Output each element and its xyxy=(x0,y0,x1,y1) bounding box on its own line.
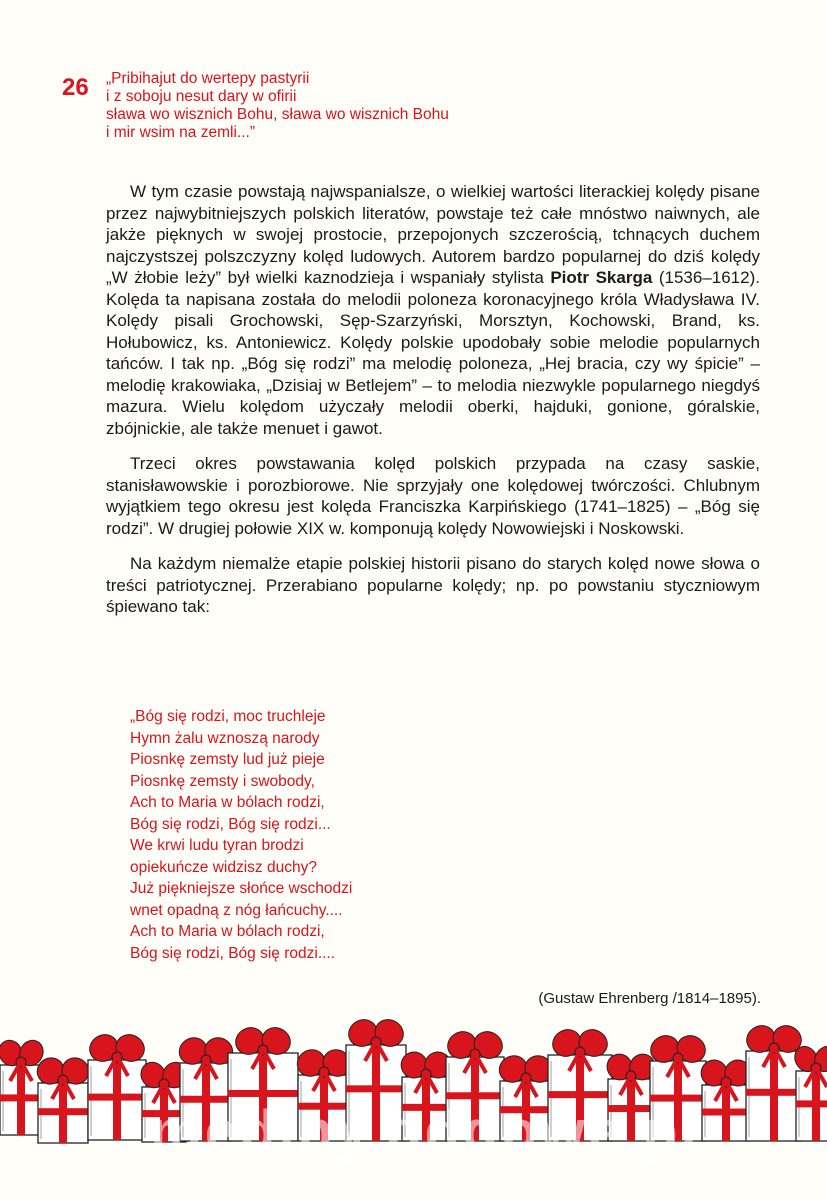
quote-verse-line: We krwi ludu tyran brodzi xyxy=(130,837,304,854)
quote-verse-line: Już piękniejsze słońce wschodzi xyxy=(130,880,353,897)
paragraph-2: Trzeci okres powstawania kolęd polskich przypada na czasy saskie, stanisławowskie i porozbiorowe. Nie sprzyjały one kolędowej twórczości. Chlubnym wyjątkiem tego okresu jest kolęda Franciszka Karpińskiego (1741–1825) – „Bóg się rodzi”. W drugiej połowie XIX w. komponują kolędy Nowowiejski i Noskowski. xyxy=(106,454,760,538)
quote-verse-line: Ach to Maria w bólach rodzi, xyxy=(130,923,325,940)
gift-ribbon-horizontal xyxy=(228,1090,298,1097)
paragraph-1-text-a: W tym czasie powstają najwspanialsze, o wielkiej wartości literackiej kolędy pisane przez najwybitniejszych polskich literatów, powstaje też całe mnóstwo naiwnych, ale jakże pięknych w swojej prostocie, przepojonych szczerością, tchnących duchem najczystszej polszczyzny kolęd ludowych. Autorem bardzo popularnej do dziś kolędy „W żłobie leży” był wielki kaznodzieja i wspaniały stylista xyxy=(106,182,760,287)
gift-ribbon-horizontal xyxy=(346,1085,406,1092)
quote-verse-line: „Bóg się rodzi, moc truchleje xyxy=(130,708,326,725)
quote-verse-line: Ach to Maria w bólach rodzi, xyxy=(130,794,325,811)
attribution: (Gustaw Ehrenberg /1814–1895). xyxy=(538,990,761,1007)
intro-verse-line: i z soboju nesut dary w ofirii xyxy=(106,88,297,105)
intro-verse-line: i mir wsim na zemli...” xyxy=(106,124,255,141)
intro-verse xyxy=(106,70,449,142)
quote-verse-line: wnet opadną z nóg łańcuchy.... xyxy=(130,901,343,919)
quote-verse xyxy=(130,706,352,964)
paragraph-1 xyxy=(106,181,760,439)
paragraph-1-text-b: (1536–1612). Kolęda ta napisana została do melodii poloneza koronacyjnego króla Władysława IV. Kolędy pisali Grochowski, Sęp-Szarzyński, Morsztyn, Kochowski, Brand, ks. Hołubowicz, ks. Antoniewicz. Kolędy polskie upodobały sobie melodie popularnych tańców. I tak np. „Bóg się rodzi” ma melodię poloneza, „Hej bracia, czy wy śpicie” – melodię krakowiaka, „Dzisiaj w Betlejem” – to melodia niezwykle popularnego niegdyś mazura. Wielu kolędom użyczały melodii oberki, hajduki, gonione, góralskie, zbójnickie, ale także menuet i gawot. xyxy=(106,268,760,438)
intro-verse-line: sława wo wisznich Bohu, sława wo wisznich Bohu xyxy=(106,106,449,123)
author-name-bold: Piotr Skarga xyxy=(550,268,653,287)
watermark: mediny.oddowe.pl xyxy=(150,1099,700,1164)
quote-verse-line: Bóg się rodzi, Bóg się rodzi... xyxy=(130,815,331,833)
quote-verse-line: Bóg się rodzi, Bóg się rodzi.... xyxy=(130,944,336,962)
gift-ribbon-vertical xyxy=(770,1051,778,1141)
body-text xyxy=(106,181,760,632)
quote-verse-line: Hymn żalu wznoszą narody xyxy=(130,729,320,747)
page-number: 26 xyxy=(62,74,89,101)
quote-verse-line: Piosnkę zemsty lud już pieje xyxy=(130,751,325,768)
gift-ribbon-horizontal xyxy=(796,1100,827,1107)
intro-verse-line: „Pribihajut do wertepy pastyrii xyxy=(106,70,310,87)
quote-verse-line: Piosnkę zemsty i swobody, xyxy=(130,772,315,790)
gift-ribbon-horizontal xyxy=(746,1089,802,1096)
gift-ribbon-horizontal xyxy=(38,1108,88,1115)
quote-verse-line: opiekuńcze widzisz duchy? xyxy=(130,858,317,876)
paragraph-3: Na każdym niemalże etapie polskiej historii pisano do starych kolęd nowe słowa o treści patriotycznej. Przerabiano popularne kolędy; np. po powstaniu styczniowym śpiewano tak: xyxy=(106,554,760,616)
gift-ribbon-horizontal xyxy=(0,1094,42,1101)
